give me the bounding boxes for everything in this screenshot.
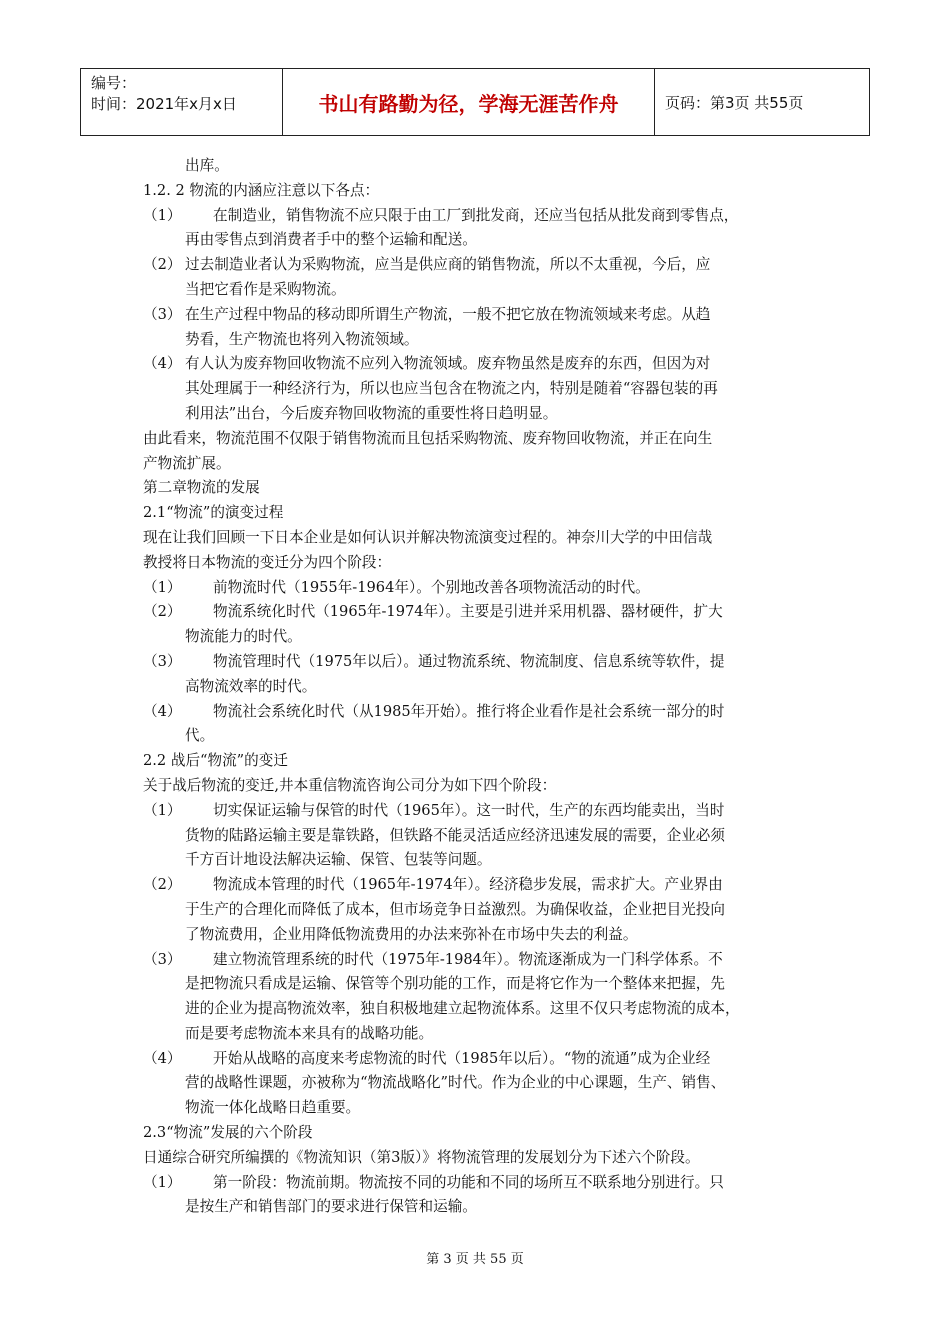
list-item <box>143 1047 815 1072</box>
item-number: （1） <box>143 801 182 819</box>
list-item <box>143 303 815 328</box>
text-line: 代。 <box>185 727 215 745</box>
text-line: 于生产的合理化而降低了成本，但市场竞争日益激烈。为确保收益，企业把目光投向 <box>185 900 725 918</box>
list-item <box>143 1171 815 1196</box>
text-line: 其处理属于一种经济行为，所以也应当包含在物流之内，特别是随着“容器包装的再 <box>185 380 718 398</box>
document-body <box>143 154 815 1220</box>
list-item <box>143 948 815 973</box>
text-line: 物流一体化战略日趋重要。 <box>185 1099 361 1117</box>
text-line: 高物流效率的时代。 <box>185 677 317 695</box>
text-line: 势看，生产物流也将列入物流领域。 <box>185 330 419 348</box>
list-item <box>143 700 815 725</box>
text-line: 关于战后物流的变迁,井本重信物流咨询公司分为如下四个阶段： <box>143 776 557 794</box>
item-text: 物流管理时代（1975年以后）。通过物流系统、物流制度、信息系统等软件，提 <box>213 652 725 670</box>
text-line: 当把它看作是采购物流。 <box>185 280 346 298</box>
text-line: 是把物流只看成是运输、保管等个别功能的工作，而是将它作为一个整体来把握，先 <box>185 975 725 993</box>
item-text: 有人认为废弃物回收物流不应列入物流领域。废弃物虽然是废弃的东西，但因为对 <box>185 355 711 373</box>
text-line: 出库。 <box>185 157 229 174</box>
item-number: （1） <box>143 578 182 596</box>
page-footer: 第 3 页 共 55 页 <box>426 1252 524 1267</box>
section-heading: 1.2. 2 物流的内涵应注意以下各点： <box>143 181 380 199</box>
header-left-cell <box>81 69 283 135</box>
list-item <box>143 253 815 278</box>
text-line: 日通综合研究所编撰的《物流知识（第3版）》将物流管理的发展划分为下述六个阶段。 <box>143 1148 700 1166</box>
list-item <box>143 600 815 625</box>
text-line: 物流能力的时代。 <box>185 628 302 646</box>
header-table <box>80 68 870 136</box>
item-text: 物流社会系统化时代（从1985年开始）。推行将企业看作是社会系统一部分的时 <box>213 702 725 720</box>
item-text: 前物流时代（1955年-1964年）。个别地改善各项物流活动的时代。 <box>213 578 650 596</box>
list-item <box>143 873 815 898</box>
text-line: 了物流费用，企业用降低物流费用的办法来弥补在市场中失去的利益。 <box>185 925 638 943</box>
item-number: （1） <box>143 1173 182 1191</box>
text-line: 教授将日本物流的变迁分为四个阶段： <box>143 553 392 571</box>
item-number: （4） <box>143 1049 182 1067</box>
item-number: （4） <box>143 702 182 720</box>
item-text: 切实保证运输与保管的时代（1965年）。这一时代，生产的东西均能卖出，当时 <box>213 801 725 819</box>
section-heading: 2.3“物流”发展的六个阶段 <box>143 1124 313 1142</box>
section-heading: 2.2 战后“物流”的变迁 <box>143 752 288 770</box>
text-line: 产物流扩展。 <box>143 454 231 472</box>
list-item <box>143 650 815 675</box>
item-number: （3） <box>143 652 182 670</box>
item-number: （2） <box>143 603 182 621</box>
item-number: （3） <box>143 305 182 323</box>
item-text: 开始从战略的高度来考虑物流的时代（1985年以后）。“物的流通”成为企业经 <box>213 1049 711 1067</box>
text-line: 货物的陆路运输主要是靠铁路，但铁路不能灵活适应经济迅速发展的需要，企业必须 <box>185 826 725 844</box>
list-item <box>143 204 815 229</box>
text-line: 利用法”出台，今后废弃物回收物流的重要性将日趋明显。 <box>185 404 558 422</box>
item-text: 过去制造业者认为采购物流，应当是供应商的销售物流，所以不太重视，今后，应 <box>185 256 711 274</box>
list-item <box>143 352 815 377</box>
text-line: 是按生产和销售部门的要求进行保管和运输。 <box>185 1198 477 1216</box>
item-number: （2） <box>143 876 182 894</box>
list-item <box>143 799 815 824</box>
item-text: 在制造业，销售物流不应只限于由工厂到批发商，还应当包括从批发商到零售点， <box>213 206 739 224</box>
text-line: 由此看来，物流范围不仅限于销售物流而且包括采购物流、废弃物回收物流，并正在向生 <box>143 429 713 447</box>
text-line: 而是要考虑物流本来具有的战略功能。 <box>185 1024 434 1042</box>
text-line: 千方百计地设法解决运输、保管、包装等问题。 <box>185 851 492 869</box>
section-heading: 2.1“物流”的演变过程 <box>143 504 284 522</box>
item-text: 在生产过程中物品的移动即所谓生产物流，一般不把它放在物流领域来考虑。从趋 <box>185 305 711 323</box>
text-line: 进的企业为提高物流效率，独自积极地建立起物流体系。这里不仅只考虑物流的成本， <box>185 1000 740 1018</box>
document-date: 时间：2021年x月x日 <box>91 95 237 113</box>
item-text: 第一阶段：物流前期。物流按不同的功能和不同的场所互不联系地分别进行。只 <box>213 1173 724 1191</box>
list-item <box>143 576 815 601</box>
item-number: （4） <box>143 355 182 373</box>
item-text: 物流系统化时代（1965年-1974年）。主要是引进并采用机器、器材硬件，扩大 <box>213 603 723 621</box>
item-text: 建立物流管理系统的时代（1975年-1984年）。物流逐渐成为一门科学体系。不 <box>213 950 723 968</box>
text-line: 营的战略性课题，亦被称为“物流战略化”时代。作为企业的中心课题，生产、销售、 <box>185 1074 726 1092</box>
item-text: 物流成本管理的时代（1965年-1974年）。经济稳步发展，需求扩大。产业界由 <box>213 876 723 894</box>
chapter-heading: 第二章物流的发展 <box>143 479 260 497</box>
header-motto: 书山有路勤为径，学海无涯苦作舟 <box>283 69 655 135</box>
text-line: 现在让我们回顾一下日本企业是如何认识并解决物流演变过程的。神奈川大学的中田信哉 <box>143 528 713 546</box>
text-line: 再由零售点到消费者手中的整个运输和配送。 <box>185 231 477 249</box>
item-number: （1） <box>143 206 182 224</box>
header-page-info: 页码：第3页 共55页 <box>665 93 804 112</box>
item-number: （2） <box>143 256 182 274</box>
item-number: （3） <box>143 950 182 968</box>
document-code: 编号： <box>91 74 137 92</box>
